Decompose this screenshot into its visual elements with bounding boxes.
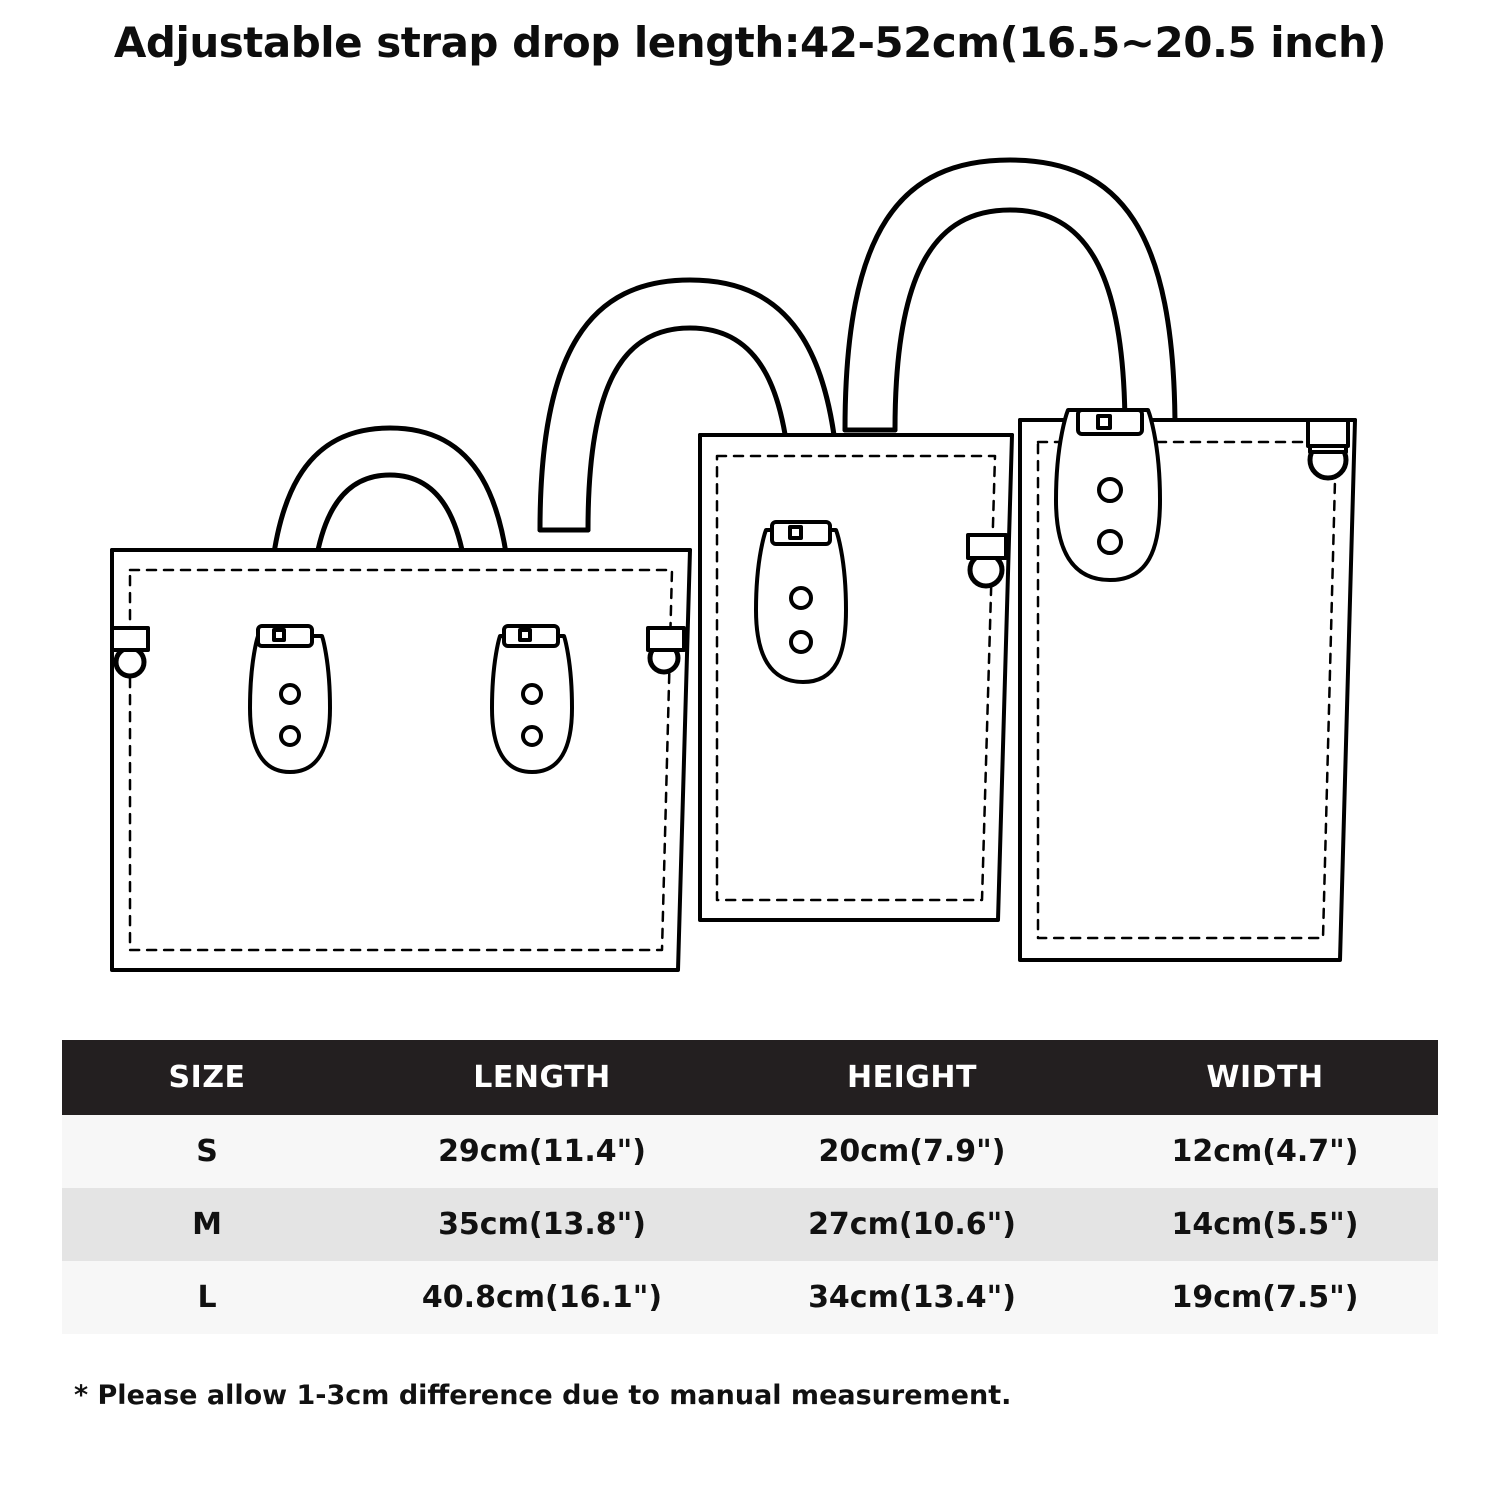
cell-height: 27cm(10.6") (732, 1188, 1092, 1261)
cell-width: 14cm(5.5") (1092, 1188, 1438, 1261)
handbag-illustration (0, 80, 1500, 1030)
cell-width: 12cm(4.7") (1092, 1115, 1438, 1188)
column-header-size: SIZE (62, 1040, 352, 1115)
column-header-width: WIDTH (1092, 1040, 1438, 1115)
cell-size: S (62, 1115, 352, 1188)
table-row (62, 1115, 1438, 1188)
size-table (62, 1040, 1438, 1334)
page-title: Adjustable strap drop length:42-52cm(16.5~20.5 inch) (113, 18, 1387, 67)
cell-length: 29cm(11.4") (352, 1115, 732, 1188)
cell-length: 40.8cm(16.1") (352, 1261, 732, 1334)
column-header-length: LENGTH (352, 1040, 732, 1115)
column-header-height: HEIGHT (732, 1040, 1092, 1115)
cell-width: 19cm(7.5") (1092, 1261, 1438, 1334)
bag-small (112, 428, 690, 970)
cell-length: 35cm(13.8") (352, 1188, 732, 1261)
cell-height: 20cm(7.9") (732, 1115, 1092, 1188)
table-row (62, 1261, 1438, 1334)
handbag-outline-svg (0, 80, 1500, 1030)
cell-size: L (62, 1261, 352, 1334)
measurement-footnote: * Please allow 1-3cm difference due to manual measurement. (74, 1380, 1012, 1411)
table-row (62, 1188, 1438, 1261)
table-header-row (62, 1040, 1438, 1115)
cell-size: M (62, 1188, 352, 1261)
cell-height: 34cm(13.4") (732, 1261, 1092, 1334)
